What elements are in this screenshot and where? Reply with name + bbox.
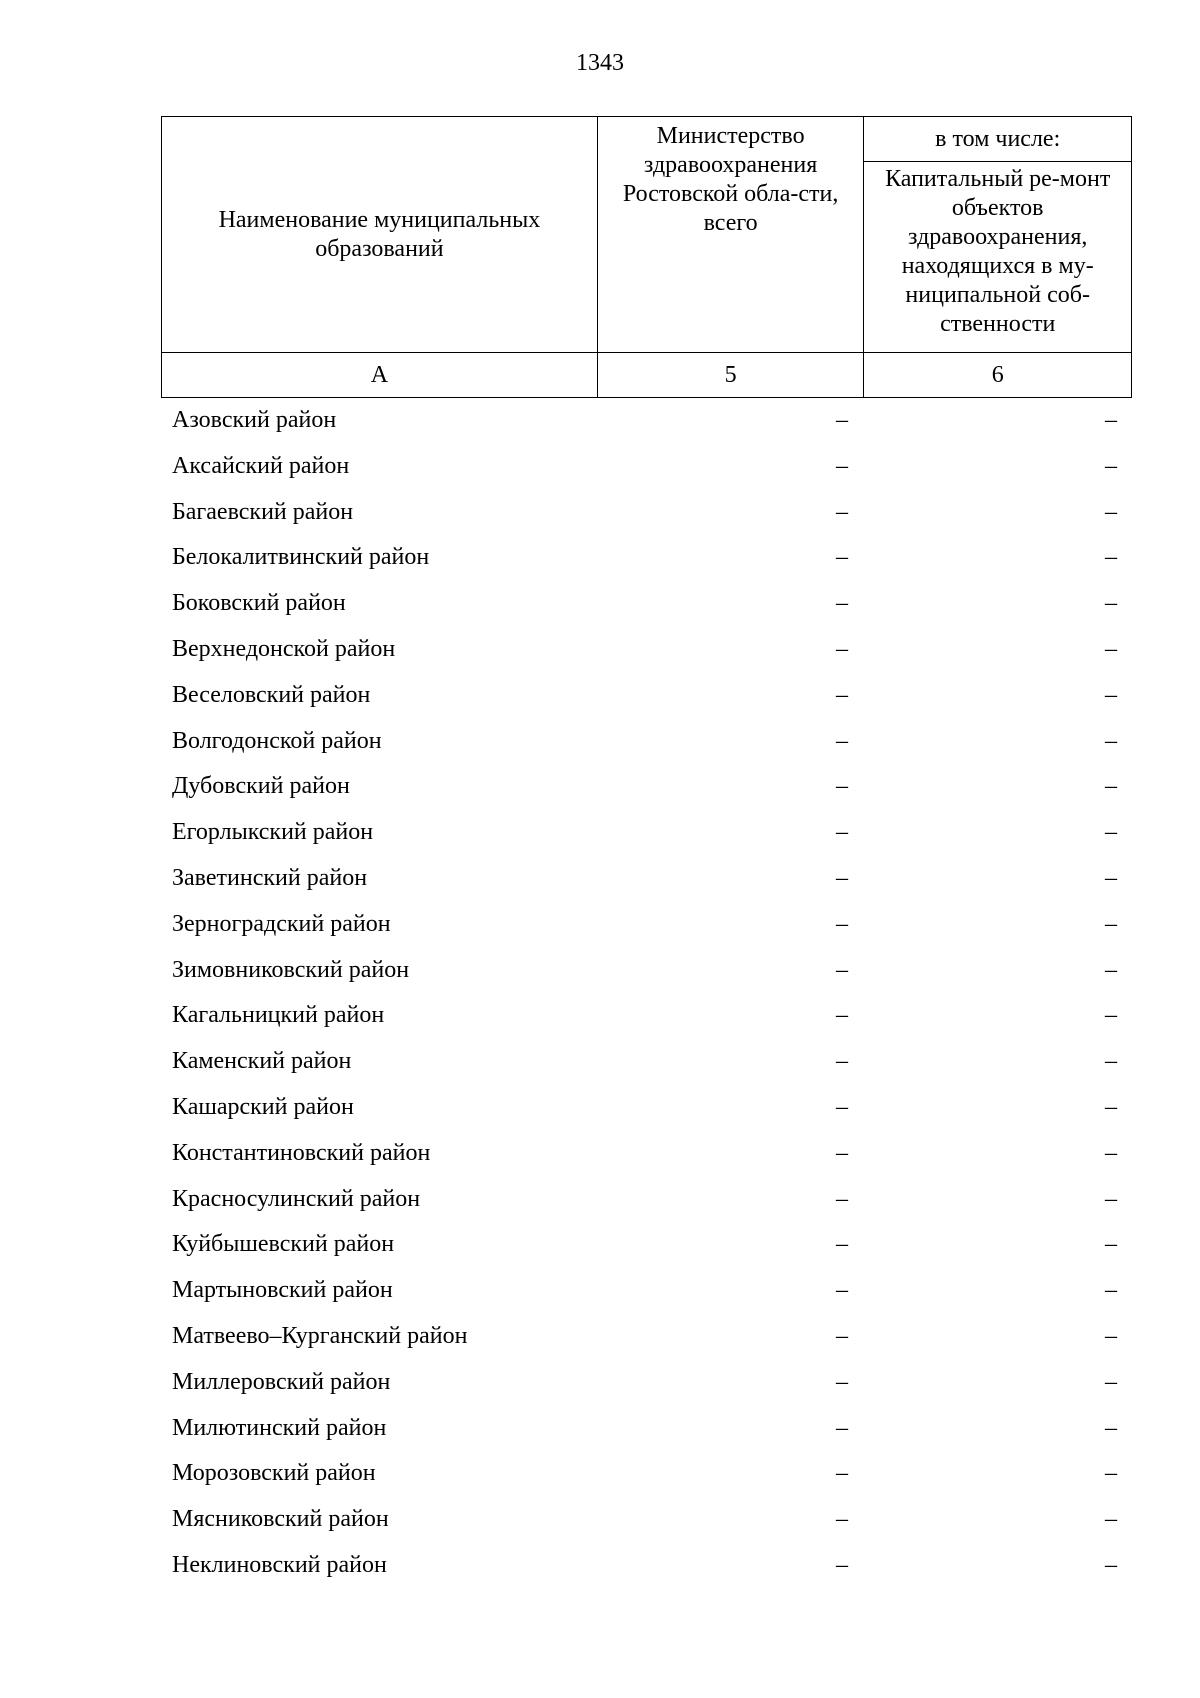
municipality-name: Константиновский район xyxy=(172,1139,431,1166)
capital-repair-value: – xyxy=(1105,864,1117,891)
ministry-total-value: – xyxy=(836,452,848,479)
ministry-total-value: – xyxy=(836,681,848,708)
capital-repair-value: – xyxy=(1105,1368,1117,1395)
header-col-municipality: Наименование муниципальных образований xyxy=(162,117,598,353)
ministry-total-value: – xyxy=(836,1551,848,1578)
ministry-total-value: – xyxy=(836,1277,848,1304)
table-row xyxy=(161,490,1132,536)
municipality-name: Зерноградский район xyxy=(172,910,391,937)
capital-repair-value: – xyxy=(1105,1231,1117,1258)
table-row xyxy=(161,1222,1132,1268)
table-row xyxy=(161,810,1132,856)
table-body xyxy=(161,398,1132,1589)
table-row xyxy=(161,581,1132,627)
capital-repair-value: – xyxy=(1105,956,1117,983)
header-col-capital-repair: Капитальный ре-монт объектов здравоохранения, находящихся в му-ниципальной соб-ственности xyxy=(864,162,1132,353)
capital-repair-value: – xyxy=(1105,1048,1117,1075)
municipality-name: Аксайский район xyxy=(172,452,350,479)
municipality-name: Дубовский район xyxy=(172,773,350,800)
ministry-total-value: – xyxy=(836,1185,848,1212)
ministry-total-value: – xyxy=(836,635,848,662)
municipality-name: Егорлыкский район xyxy=(172,819,374,846)
table-row xyxy=(161,1131,1132,1177)
header-num-5: 5 xyxy=(597,353,864,398)
table-row xyxy=(161,1497,1132,1543)
table-row xyxy=(161,1543,1132,1589)
capital-repair-value: – xyxy=(1105,498,1117,525)
ministry-total-value: – xyxy=(836,544,848,571)
municipality-name: Мясниковский район xyxy=(172,1506,389,1533)
municipality-name: Милютинский район xyxy=(172,1414,387,1441)
municipality-name: Мартыновский район xyxy=(172,1277,393,1304)
municipality-name: Заветинский район xyxy=(172,864,368,891)
municipality-name: Матвеево–Курганский район xyxy=(172,1322,468,1349)
capital-repair-value: – xyxy=(1105,773,1117,800)
municipality-name: Красносулинский район xyxy=(172,1185,421,1212)
table-row xyxy=(161,1406,1132,1452)
ministry-total-value: – xyxy=(836,727,848,754)
header-num-6: 6 xyxy=(864,353,1132,398)
ministry-total-value: – xyxy=(836,590,848,617)
table-row xyxy=(161,535,1132,581)
municipality-name: Зимовниковский район xyxy=(172,956,410,983)
ministry-total-value: – xyxy=(836,956,848,983)
table-row xyxy=(161,444,1132,490)
ministry-total-value: – xyxy=(836,864,848,891)
table-row xyxy=(161,993,1132,1039)
table-row xyxy=(161,1268,1132,1314)
ministry-total-value: – xyxy=(836,1093,848,1120)
table-row xyxy=(161,1314,1132,1360)
ministry-total-value: – xyxy=(836,1002,848,1029)
capital-repair-value: – xyxy=(1105,635,1117,662)
table-row xyxy=(161,1451,1132,1497)
table-row xyxy=(161,1177,1132,1223)
municipality-name: Азовский район xyxy=(172,407,337,433)
ministry-total-value: – xyxy=(836,1414,848,1441)
table-row xyxy=(161,948,1132,994)
ministry-total-value: – xyxy=(836,407,848,433)
ministry-total-value: – xyxy=(836,1368,848,1395)
ministry-total-value: – xyxy=(836,1322,848,1349)
table-row xyxy=(161,764,1132,810)
municipality-name: Неклиновский район xyxy=(172,1551,387,1578)
municipality-name: Миллеровский район xyxy=(172,1368,391,1395)
municipality-name: Куйбышевский район xyxy=(172,1231,395,1258)
table-row xyxy=(161,398,1132,444)
ministry-total-value: – xyxy=(836,1139,848,1166)
capital-repair-value: – xyxy=(1105,544,1117,571)
table-row xyxy=(161,627,1132,673)
header-num-a: А xyxy=(162,353,598,398)
capital-repair-value: – xyxy=(1105,1139,1117,1166)
table-row xyxy=(161,856,1132,902)
ministry-total-value: – xyxy=(836,1506,848,1533)
capital-repair-value: – xyxy=(1105,1322,1117,1349)
capital-repair-value: – xyxy=(1105,452,1117,479)
ministry-total-value: – xyxy=(836,1048,848,1075)
ministry-total-value: – xyxy=(836,773,848,800)
municipality-name: Морозовский район xyxy=(172,1460,376,1487)
ministry-total-value: – xyxy=(836,1460,848,1487)
capital-repair-value: – xyxy=(1105,1414,1117,1441)
capital-repair-value: – xyxy=(1105,407,1117,433)
ministry-total-value: – xyxy=(836,1231,848,1258)
municipality-name: Каменский район xyxy=(172,1048,352,1075)
table-row xyxy=(161,1039,1132,1085)
capital-repair-value: – xyxy=(1105,1460,1117,1487)
municipality-name: Веселовский район xyxy=(172,681,371,708)
table-row xyxy=(161,719,1132,765)
page-number: 1343 xyxy=(576,50,624,76)
ministry-total-value: – xyxy=(836,910,848,937)
municipality-name: Боковский район xyxy=(172,590,346,617)
municipality-name: Волгодонской район xyxy=(172,727,382,754)
capital-repair-value: – xyxy=(1105,1277,1117,1304)
capital-repair-value: – xyxy=(1105,1093,1117,1120)
capital-repair-value: – xyxy=(1105,1002,1117,1029)
municipality-name: Кашарский район xyxy=(172,1093,354,1120)
capital-repair-value: – xyxy=(1105,1185,1117,1212)
table-row xyxy=(161,1085,1132,1131)
ministry-total-value: – xyxy=(836,498,848,525)
table-header xyxy=(161,116,1132,398)
municipality-name: Багаевский район xyxy=(172,498,354,525)
capital-repair-value: – xyxy=(1105,910,1117,937)
table-row xyxy=(161,673,1132,719)
capital-repair-value: – xyxy=(1105,590,1117,617)
capital-repair-value: – xyxy=(1105,727,1117,754)
ministry-total-value: – xyxy=(836,819,848,846)
capital-repair-value: – xyxy=(1105,681,1117,708)
capital-repair-value: – xyxy=(1105,819,1117,846)
table-row xyxy=(161,1360,1132,1406)
municipality-name: Кагальницкий район xyxy=(172,1002,385,1029)
municipality-name: Верхнедонской район xyxy=(172,635,396,662)
table-row xyxy=(161,902,1132,948)
header-col-ministry-total: Министерство здравоохранения Ростовской обла-сти, всего xyxy=(597,117,864,353)
capital-repair-value: – xyxy=(1105,1506,1117,1533)
capital-repair-value: – xyxy=(1105,1551,1117,1578)
municipality-name: Белокалитвинский район xyxy=(172,544,430,571)
header-including: в том числе: xyxy=(864,117,1132,162)
